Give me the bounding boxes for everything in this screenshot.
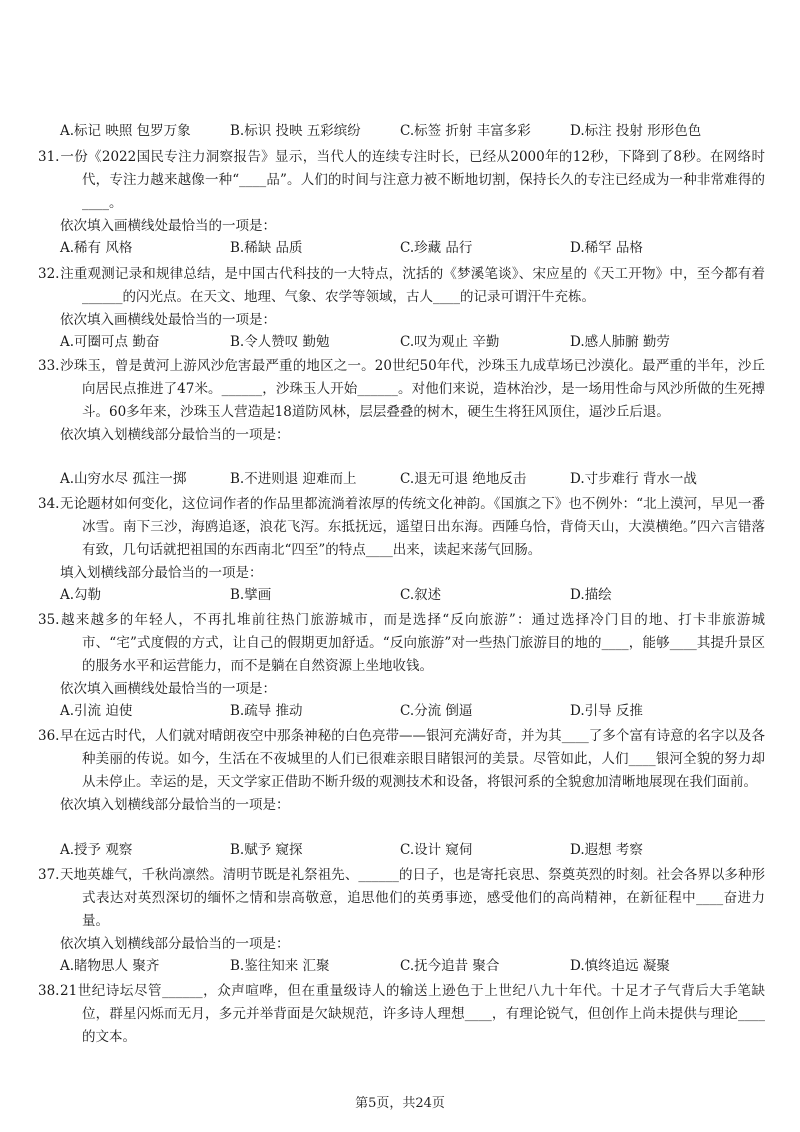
option-c: C.设计 窥伺 bbox=[400, 842, 473, 858]
question-text: 早在远古时代，人们就对晴朗夜空中那条神秘的白色亮带——银河充满好奇，并为其____了多个富有诗意的名字以及各种美丽的传说。如今，生活在不夜城里的人们已很难亲眼目睹银河的美景。尽管如此，人们____银河全貌的努力却从未停止。幸运的是，天文学家正借助不断升级的观测技术和设备，将银河系的全貌愈加清晰地展现在我们面前。 bbox=[60, 728, 765, 790]
option-d: D.标注 投射 形形色色 bbox=[570, 123, 702, 139]
option-c: C.叙述 bbox=[400, 587, 442, 603]
option-b: B.赋予 窥探 bbox=[230, 842, 303, 858]
question-35: 35.越来越多的年轻人，不再扎堆前往热门旅游城市，而是选择“反向旅游”：通过选择冷门目的地、打卡非旅游城市、“宅”式度假的方式，让自己的假期更加舒适。“反向旅游”对一些热门旅游目的地的____，能够____其提升景区的服务水平和运营能力，而不是躺在自然资源上坐地收钱。 依次填入画横线处最恰当的一项是： bbox=[60, 609, 765, 701]
option-d: D.遐想 考察 bbox=[570, 842, 643, 858]
question-text: 无论题材如何变化，这位词作者的作品里都流淌着浓厚的传统文化神韵。《国旗之下》也不例外：“北上漠河，早见一番冰雪。南下三沙，海鸥追逐，浪花飞泻。东抵抚远，遥望日出东海。西陲乌恰，背倚天山，大漠横绝。”四六言错落有致，几句话就把祖国的东西南北“四至”的特点____出来，读起来荡气回肠。 bbox=[60, 496, 765, 558]
option-a: A.山穷水尽 孤注一掷 bbox=[60, 471, 187, 487]
option-b: B.标识 投映 五彩缤纷 bbox=[230, 123, 361, 139]
question-text: 一份《2022国民专注力洞察报告》显示，当代人的连续专注时长，已经从2000年的12秒，下降到了8秒。在网络时代，专注力越来越像一种“____品”。人们的时间与注意力被不断地切割，保持长久的专注已经成为一种非常难得的____。 bbox=[60, 149, 765, 211]
option-a: A.引流 迫使 bbox=[60, 703, 133, 719]
question-text: 天地英雄气，千秋尚凛然。清明节既是礼祭祖先、______的日子，也是寄托哀思、祭奠英烈的时刻。社会各界以多种形式表达对英烈深切的缅怀之情和崇高敬意，追思他们的英勇事迹，感受他们的高尚精神，在新征程中____奋进力量。 bbox=[60, 867, 765, 929]
question-prompt: 填入划横线部分最恰当的一项是： bbox=[60, 565, 263, 581]
question-prompt: 依次填入画横线处最恰当的一项是： bbox=[60, 312, 276, 328]
option-b: B.擘画 bbox=[230, 587, 272, 603]
option-row-q30 bbox=[60, 120, 760, 142]
question-text: 注重观测记录和规律总结，是中国古代科技的一大特点，沈括的《梦溪笔谈》、宋应星的《天工开物》中，至今都有着______的闪光点。在天文、地理、气象、农学等领域，古人____的记录可谓汗牛充栋。 bbox=[60, 266, 765, 305]
question-prompt: 依次填入画横线处最恰当的一项是： bbox=[60, 681, 276, 697]
option-d: D.引导 反推 bbox=[570, 703, 643, 719]
option-row-q34 bbox=[60, 584, 760, 606]
option-b: B.疏导 推动 bbox=[230, 703, 303, 719]
option-c: C.叹为观止 辛勤 bbox=[400, 334, 500, 350]
option-c: C.退无可退 绝地反击 bbox=[400, 471, 527, 487]
option-b: B.令人赞叹 勤勉 bbox=[230, 334, 330, 350]
option-a: A.睹物思人 聚齐 bbox=[60, 958, 160, 974]
option-a: A.授予 观察 bbox=[60, 842, 133, 858]
question-31: 31.一份《2022国民专注力洞察报告》显示，当代人的连续专注时长，已经从2000年的12秒，下降到了8秒。在网络时代，专注力越来越像一种“____品”。人们的时间与注意力被不断地切割，保持长久的专注已经成为一种非常难得的____。 依次填入画横线处最恰当的一项是： bbox=[60, 146, 765, 238]
option-row-q35 bbox=[60, 700, 760, 722]
question-37: 37.天地英雄气，千秋尚凛然。清明节既是礼祭祖先、______的日子，也是寄托哀思、祭奠英烈的时刻。社会各界以多种形式表达对英烈深切的缅怀之情和崇高敬意，追思他们的英勇事迹，感受他们的高尚精神，在新征程中____奋进力量。 依次填入划横线部分最恰当的一项是： bbox=[60, 864, 765, 956]
option-row-q36 bbox=[60, 839, 760, 861]
option-row-q37 bbox=[60, 955, 760, 977]
question-36: 36.早在远古时代，人们就对晴朗夜空中那条神秘的白色亮带——银河充满好奇，并为其____了多个富有诗意的名字以及各种美丽的传说。如今，生活在不夜城里的人们已很难亲眼目睹银河的美景。尽管如此，人们____银河全貌的努力却从未停止。幸运的是，天文学家正借助不断升级的观测技术和设备，将银河系的全貌愈加清晰地展现在我们面前。 依次填入划横线部分最恰当的一项是： bbox=[60, 725, 765, 817]
option-b: B.鉴往知来 汇聚 bbox=[230, 958, 330, 974]
question-text: 沙珠玉，曾是黄河上游风沙危害最严重的地区之一。20世纪50年代，沙珠玉九成草场已沙漠化。最严重的半年，沙丘向居民点推进了47米。______，沙珠玉人开始______。对他们来说，造林治沙，是一场用性命与风沙所做的生死搏斗。60多年来，沙珠玉人营造起18道防风林，层层叠叠的树木，硬生生将狂风顶住，逼沙丘后退。 bbox=[60, 358, 765, 420]
option-b: B.稀缺 品质 bbox=[230, 240, 303, 256]
option-row-q33 bbox=[60, 468, 760, 490]
option-a: A.可圈可点 勤奋 bbox=[60, 334, 160, 350]
option-d: D.慎终追远 凝聚 bbox=[570, 958, 670, 974]
question-prompt: 依次填入划横线部分最恰当的一项是： bbox=[60, 797, 290, 813]
question-38: 38.21世纪诗坛尽管______，众声喧哗，但在重量级诗人的输送上逊色于上世纪八九十年代。十足才子气背后大手笔缺位，群星闪烁而无月，多元并举背面是欠缺规范，许多诗人理想____，有理论锐气，但创作上尚未提供与理论____的文本。 bbox=[38, 983, 765, 1045]
option-d: D.感人肺腑 勤劳 bbox=[570, 334, 670, 350]
question-text: 越来越多的年轻人，不再扎堆前往热门旅游城市，而是选择“反向旅游”：通过选择冷门目的地、打卡非旅游城市、“宅”式度假的方式，让自己的假期更加舒适。“反向旅游”对一些热门旅游目的地的____，能够____其提升景区的服务水平和运营能力，而不是躺在自然资源上坐地收钱。 bbox=[60, 612, 765, 674]
question-prompt: 依次填入划横线部分最恰当的一项是： bbox=[60, 427, 290, 443]
page-footer: 第5页，共24页 bbox=[355, 1096, 445, 1111]
option-d: D.稀罕 品格 bbox=[570, 240, 643, 256]
option-c: C.抚今追昔 聚合 bbox=[400, 958, 500, 974]
option-row-q31 bbox=[60, 237, 760, 259]
option-row-q32 bbox=[60, 331, 760, 353]
question-text: 21世纪诗坛尽管______，众声喧哗，但在重量级诗人的输送上逊色于上世纪八九十年代。十足才子气背后大手笔缺位，群星闪烁而无月，多元并举背面是欠缺规范，许多诗人理想____，有理论锐气，但创作上尚未提供与理论____的文本。 bbox=[60, 983, 765, 1045]
question-prompt: 依次填入画横线处最恰当的一项是： bbox=[60, 218, 276, 234]
option-d: D.描绘 bbox=[570, 587, 612, 603]
option-a: A.勾勒 bbox=[60, 587, 102, 603]
question-33: 33.沙珠玉，曾是黄河上游风沙危害最严重的地区之一。20世纪50年代，沙珠玉九成草场已沙漠化。最严重的半年，沙丘向居民点推进了47米。______，沙珠玉人开始______。对他们来说，造林治沙，是一场用性命与风沙所做的生死搏斗。60多年来，沙珠玉人营造起18道防风林，层层叠叠的树木，硬生生将狂风顶住，逼沙丘后退。 依次填入划横线部分最恰当的一项是： bbox=[60, 355, 765, 447]
option-d: D.寸步难行 背水一战 bbox=[570, 471, 697, 487]
option-a: A.标记 映照 包罗万象 bbox=[60, 123, 191, 139]
option-c: C.珍藏 品行 bbox=[400, 240, 473, 256]
option-c: C.标签 折射 丰富多彩 bbox=[400, 123, 531, 139]
question-prompt: 依次填入划横线部分最恰当的一项是： bbox=[60, 936, 290, 952]
option-a: A.稀有 风格 bbox=[60, 240, 133, 256]
option-c: C.分流 倒逼 bbox=[400, 703, 473, 719]
question-34: 34.无论题材如何变化，这位词作者的作品里都流淌着浓厚的传统文化神韵。《国旗之下》也不例外：“北上漠河，早见一番冰雪。南下三沙，海鸥追逐，浪花飞泻。东抵抚远，遥望日出东海。西陲乌恰，背倚天山，大漠横绝。”四六言错落有致，几句话就把祖国的东西南北“四至”的特点____出来，读起来荡气回肠。 填入划横线部分最恰当的一项是： bbox=[60, 493, 765, 585]
option-b: B.不进则退 迎难而上 bbox=[230, 471, 357, 487]
question-32: 32.注重观测记录和规律总结，是中国古代科技的一大特点，沈括的《梦溪笔谈》、宋应星的《天工开物》中，至今都有着______的闪光点。在天文、地理、气象、农学等领域，古人____的记录可谓汗牛充栋。 依次填入画横线处最恰当的一项是： bbox=[60, 263, 765, 332]
